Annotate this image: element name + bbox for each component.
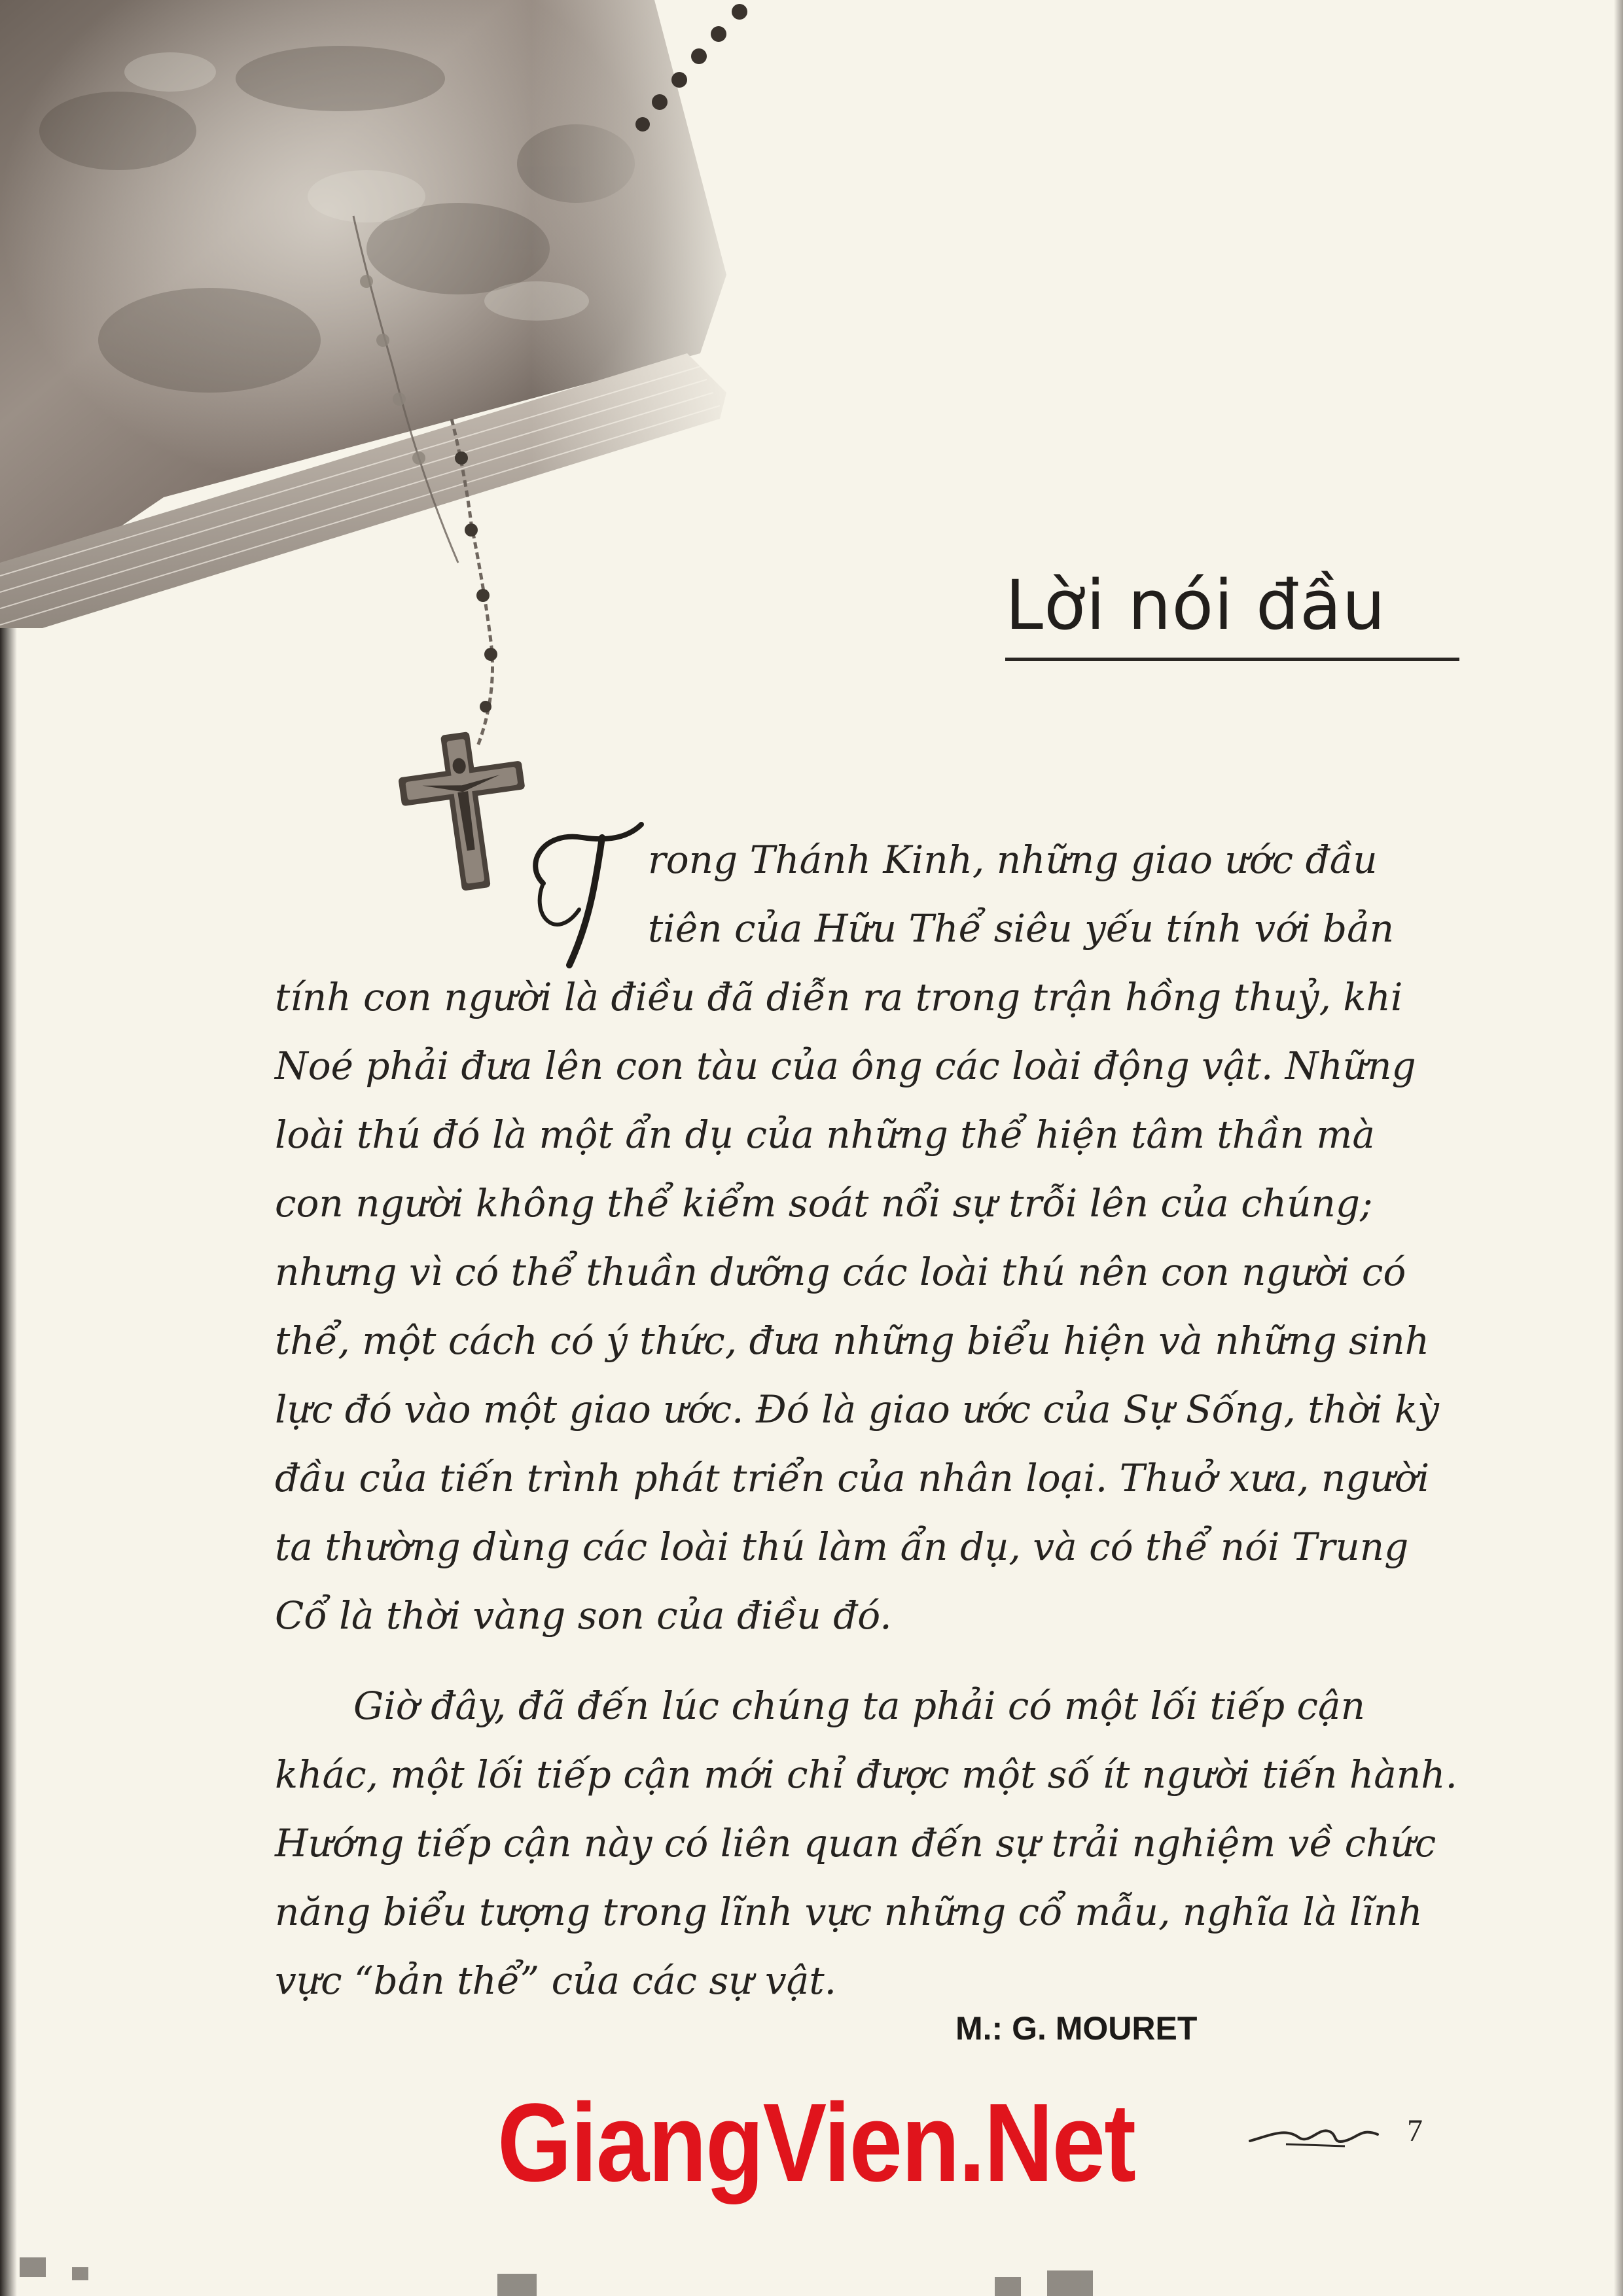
- page-right-edge-shadow: [1614, 0, 1623, 2296]
- text-line: ta thường dùng các loài thú làm ẩn dụ, và có thể nói Trung: [275, 1525, 1409, 1569]
- text-line: nhưng vì có thể thuần dưỡng các loài thú nên con người có: [275, 1250, 1406, 1294]
- title-underline: [1005, 658, 1459, 661]
- scan-artifacts: [0, 2212, 1623, 2296]
- text-line: khác, một lối tiếp cận mới chỉ được một số ít người tiến hành.: [275, 1752, 1457, 1797]
- text-line: đầu của tiến trình phát triển của nhân loại. Thuở xưa, người: [275, 1456, 1430, 1500]
- text-line: năng biểu tượng trong lĩnh vực những cổ mẫu, nghĩa là lĩnh: [275, 1890, 1423, 1934]
- text-line: con người không thể kiểm soát nổi sự trỗi lên của chúng;: [275, 1181, 1373, 1226]
- text-line: Giờ đây, đã đến lúc chúng ta phải có một lối tiếp cận: [353, 1684, 1365, 1728]
- text-line: thể, một cách có ý thức, đưa những biểu hiện và những sinh: [275, 1318, 1430, 1363]
- text-line: tiên của Hữu Thể siêu yếu tính với bản: [648, 906, 1395, 951]
- text-line: vực “bản thể” của các sự vật.: [275, 1958, 837, 2003]
- text-line: Cổ là thời vàng son của điều đó.: [275, 1593, 892, 1638]
- text-line: loài thú đó là một ẩn dụ của những thể hiện tâm thần mà: [275, 1112, 1375, 1157]
- author-signature: M.: G. MOURET: [955, 2010, 1198, 2047]
- flourish-icon: [1247, 2115, 1384, 2154]
- text-line: tính con người là điều đã diễn ra trong trận hồng thuỷ, khi: [275, 975, 1403, 1019]
- drop-cap: [517, 811, 648, 975]
- text-line: Hướng tiếp cận này có liên quan đến sự trải nghiệm về chức: [275, 1821, 1436, 1865]
- text-line: Noé phải đưa lên con tàu của ông các loài động vật. Những: [275, 1044, 1416, 1088]
- page-title: Lời nói đầu: [1005, 565, 1386, 645]
- page-number: 7: [1407, 2113, 1423, 2148]
- text-line: lực đó vào một giao ước. Đó là giao ước của Sự Sống, thời kỳ: [275, 1387, 1439, 1432]
- text-line: rong Thánh Kinh, những giao ước đầu: [648, 838, 1378, 882]
- drop-cap-glyph: [517, 811, 648, 975]
- watermark-text: GiangVien.Net: [497, 2081, 1135, 2205]
